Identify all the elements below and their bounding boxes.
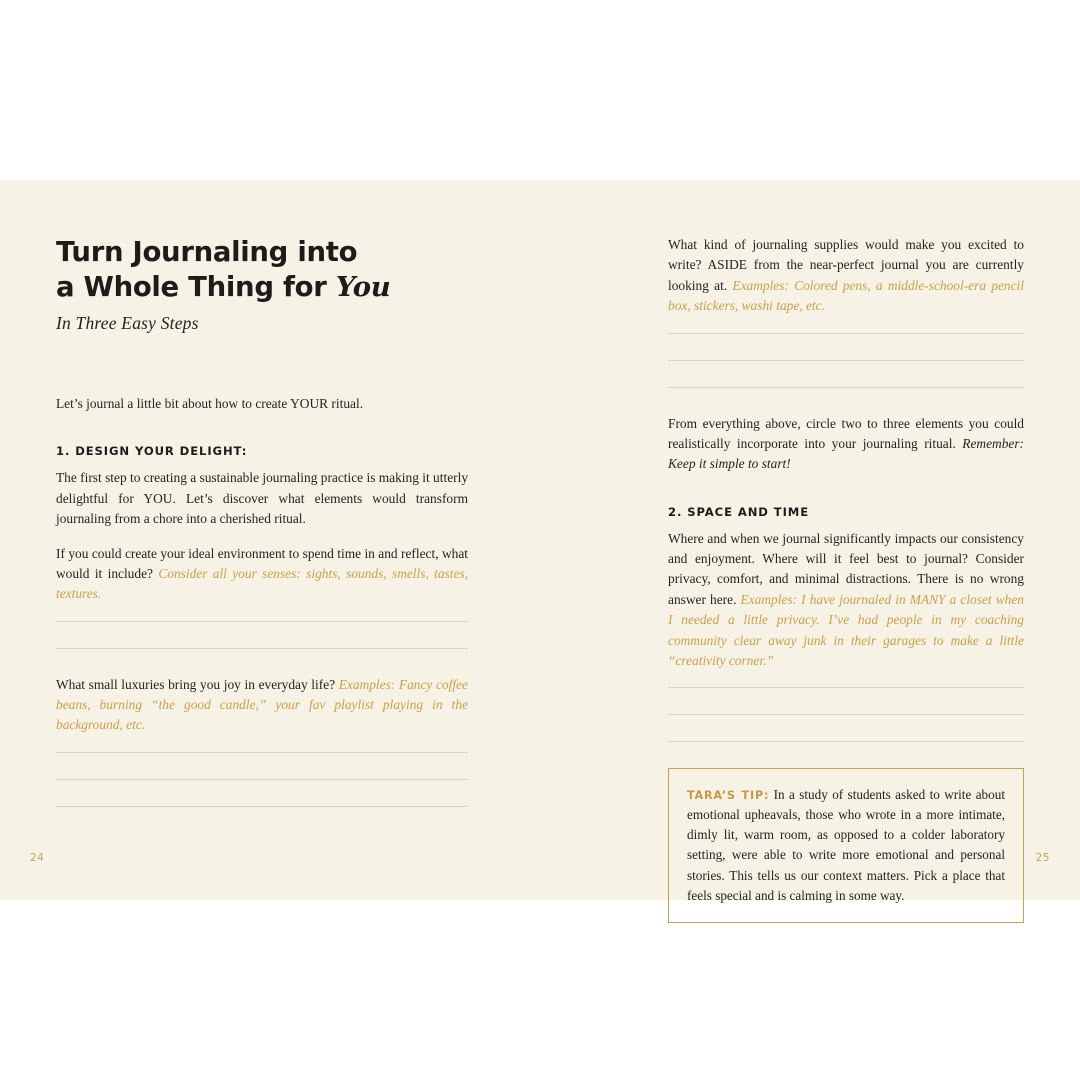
prompt-ideal-environment-example: Consider all your senses: sights, sounds, smells, tastes, textures. — [56, 565, 468, 602]
left-page — [0, 180, 540, 900]
prompt-space-and-time-example: Examples: I have journaled in MANY a closet when I needed a little privacy. I’ve had people in my coaching community clear away junk in their garages to make a little “creativity corner.” — [668, 591, 1024, 668]
page-title-emphasis: You — [335, 271, 391, 304]
write-line[interactable] — [56, 752, 468, 753]
taras-tip-body: In a study of students asked to write about emotional upheavals, those who wrote in a more intimate, dimly lit, warm room, as opposed to a colder laboratory setting, were able to write more emotional and personal stories. This tells us our context matters. Pick a place that feels special and is calming in some way. — [687, 787, 1005, 903]
write-line[interactable] — [56, 779, 468, 780]
write-line[interactable] — [56, 621, 468, 622]
intro-paragraph: Let’s journal a little bit about how to create YOUR ritual. — [56, 396, 364, 412]
page-title-line2: a Whole Thing for — [56, 271, 336, 304]
write-line[interactable] — [668, 387, 1024, 388]
prompt-circle-elements-remember: Remember: Keep it simple to start! — [668, 435, 1024, 472]
write-line[interactable] — [668, 360, 1024, 361]
prompt-circle-elements — [668, 414, 1024, 475]
prompt-small-luxuries — [56, 675, 468, 736]
prompt-space-and-time-text: Where and when we journal significantly impacts our consistency and enjoyment. Where will it feel best to journal? Consider privacy, comfort, and minimal distractions. There is no wrong answer here. — [668, 530, 1024, 607]
prompt-space-and-time — [668, 529, 1024, 672]
write-line[interactable] — [668, 714, 1024, 715]
page-number-right: 25 — [1035, 852, 1050, 864]
write-lines-group-4[interactable] — [668, 687, 1024, 742]
prompt-journaling-supplies-text: What kind of journaling supplies would make you excited to write? ASIDE from the near-perfect journal you are currently looking at. — [668, 237, 1024, 293]
write-line[interactable] — [668, 333, 1024, 334]
section-heading-space-and-time: 2. SPACE AND TIME — [668, 504, 810, 519]
book-spread — [0, 180, 1080, 903]
paragraph-design-intro: The first step to creating a sustainable journaling practice is making it utterly delightful for YOU. Let’s discover what elements would transform journaling from a chore into a cherished ritual. — [56, 470, 469, 527]
write-lines-group-2[interactable] — [56, 752, 468, 807]
write-line[interactable] — [668, 741, 1024, 742]
taras-tip-label: TARA’S TIP: — [687, 789, 770, 803]
prompt-journaling-supplies-example: Examples: Colored pens, a middle-school-era pencil box, stickers, washi tape, etc. — [668, 277, 1024, 314]
prompt-circle-elements-text: From everything above, circle two to three elements you could realistically incorporate into your journaling ritual. — [668, 415, 1024, 451]
write-line[interactable] — [56, 648, 468, 649]
write-lines-group-3[interactable] — [668, 333, 1024, 388]
page-subtitle: In Three Easy Steps — [56, 313, 199, 334]
write-line[interactable] — [668, 687, 1024, 688]
prompt-ideal-environment-text: If you could create your ideal environment to spend time in and reflect, what would it include? — [56, 545, 468, 581]
page-title-line1: Turn Journaling into — [56, 236, 358, 268]
prompt-small-luxuries-text: What small luxuries bring you joy in everyday life? — [56, 676, 339, 692]
prompt-journaling-supplies — [668, 235, 1024, 317]
page-number-left: 24 — [30, 852, 45, 864]
write-line[interactable] — [56, 806, 468, 807]
taras-tip-content — [687, 785, 1005, 905]
section-heading-design-your-delight: 1. DESIGN YOUR DELIGHT: — [56, 444, 248, 459]
right-page — [540, 180, 1080, 903]
page-title — [56, 235, 468, 305]
prompt-small-luxuries-example: Examples: Fancy coffee beans, burning “the good candle,” your fav playlist playing in the background, etc. — [56, 676, 468, 733]
prompt-ideal-environment — [56, 544, 468, 605]
taras-tip-box — [668, 768, 1024, 922]
write-lines-group-1[interactable] — [56, 621, 468, 649]
